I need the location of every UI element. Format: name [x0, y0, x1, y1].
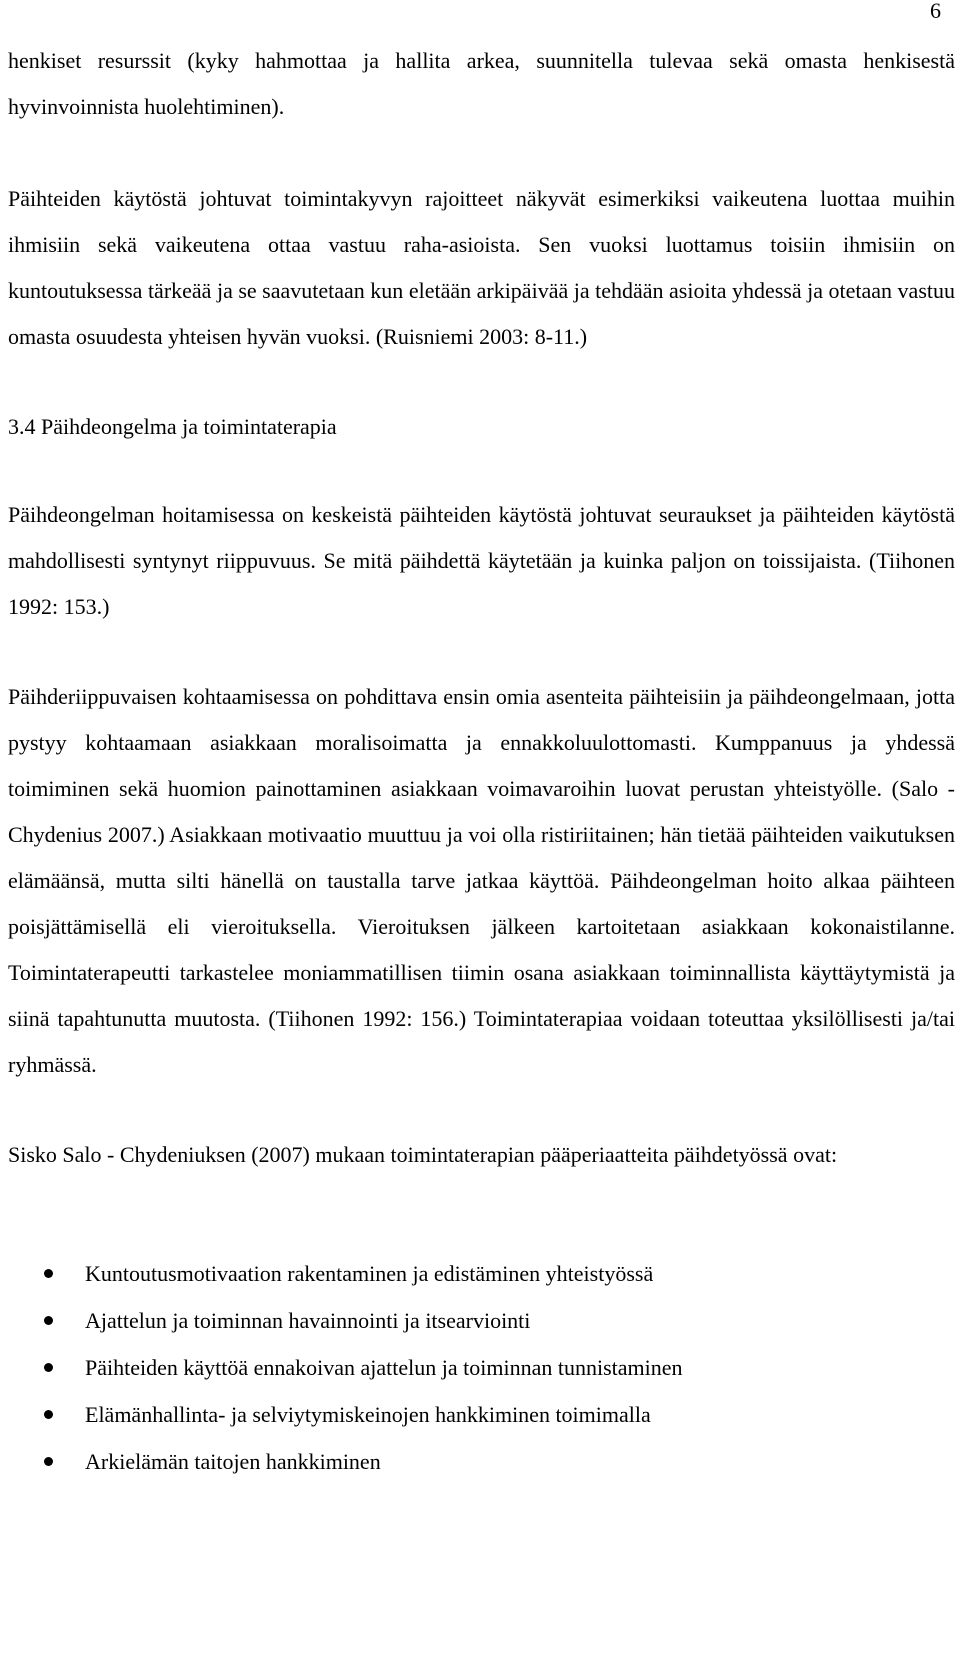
list-item [8, 1391, 955, 1438]
paragraph-personal-resources: henkiset resurssit (kyky hahmottaa ja hallita arkea, suunnitella tulevaa sekä omasta henkisestä hyvinvoinnista huolehtiminen). [8, 48, 955, 119]
page-number: 6 [930, 0, 941, 23]
bullet-icon [44, 1269, 53, 1278]
bullet-icon [44, 1363, 53, 1372]
bullet-icon [44, 1410, 53, 1419]
paragraph-principles-intro: Sisko Salo - Chydeniuksen (2007) mukaan toimintaterapian pääperiaatteita päihdetyössä ovat: [8, 1142, 838, 1167]
paragraph-functional-limitations: Päihteiden käytöstä johtuvat toimintakyvyn rajoitteet näkyvät esimerkiksi vaikeutena luottaa muihin ihmisiin sekä vaikeutena ottaa vastuu raha-asioista. Sen vuoksi luottamus toisiin ihmisiin on kuntoutuksessa tärkeää ja se saavutetaan kun eletään arkipäivää ja tehdään asioita yhdessä ja otetaan vastuu omasta osuudesta yhteisen hyvän vuoksi. (Ruisniemi 2003: 8-11.) [8, 186, 955, 349]
bullet-icon [44, 1457, 53, 1466]
list-item [8, 1250, 955, 1297]
list-item [8, 1297, 955, 1344]
list-item [8, 1438, 955, 1485]
principles-list [8, 1250, 955, 1485]
list-item-text: Arkielämän taitojen hankkiminen [85, 1449, 381, 1474]
list-item-text: Ajattelun ja toiminnan havainnointi ja itsearviointi [85, 1308, 531, 1333]
list-item-text: Kuntoutusmotivaation rakentaminen ja edistäminen yhteistyössä [85, 1261, 654, 1286]
list-item-text: Elämänhallinta- ja selviytymiskeinojen hankkiminen toimimalla [85, 1402, 651, 1427]
list-item-text: Päihteiden käyttöä ennakoivan ajattelun ja toiminnan tunnistaminen [85, 1355, 683, 1380]
paragraph-substance-treatment: Päihdeongelman hoitamisessa on keskeistä päihteiden käytöstä johtuvat seuraukset ja päihteiden käytöstä mahdollisesti syntynyt riippuvuus. Se mitä päihdettä käytetään ja kuinka paljon on toissijaista. (Tiihonen 1992: 153.) [8, 502, 955, 619]
bullet-icon [44, 1316, 53, 1325]
page-content [8, 38, 955, 1485]
section-heading: 3.4 Päihdeongelma ja toimintaterapia [8, 414, 337, 439]
paragraph-encountering-addict: Päihderiippuvaisen kohtaamisessa on pohdittava ensin omia asenteita päihteisiin ja päihdeongelmaan, jotta pystyy kohtaamaan asiakkaan moralisoimatta ja ennakkoluulottomasti. Kumppanuus ja yhdessä toimiminen sekä huomion painottaminen asiakkaan voimavaroihin luovat perustan yhteistyölle. (Salo - Chydenius 2007.) Asiakkaan motivaatio muuttuu ja voi olla ristiriitainen; hän tietää päihteiden vaikutuksen elämäänsä, mutta silti hänellä on taustalla tarve jatkaa käyttöä. Päihdeongelman hoito alkaa päihteen poisjättämisellä eli vieroituksella. Vieroituksen jälkeen kartoitetaan asiakkaan kokonaistilanne. Toimintaterapeutti tarkastelee moniammatillisen tiimin osana asiakkaan toiminnallista käyttäytymistä ja siinä tapahtunutta muutosta. (Tiihonen 1992: 156.) Toimintaterapiaa voidaan toteuttaa yksilöllisesti ja/tai ryhmässä. [8, 684, 955, 1077]
list-item [8, 1344, 955, 1391]
